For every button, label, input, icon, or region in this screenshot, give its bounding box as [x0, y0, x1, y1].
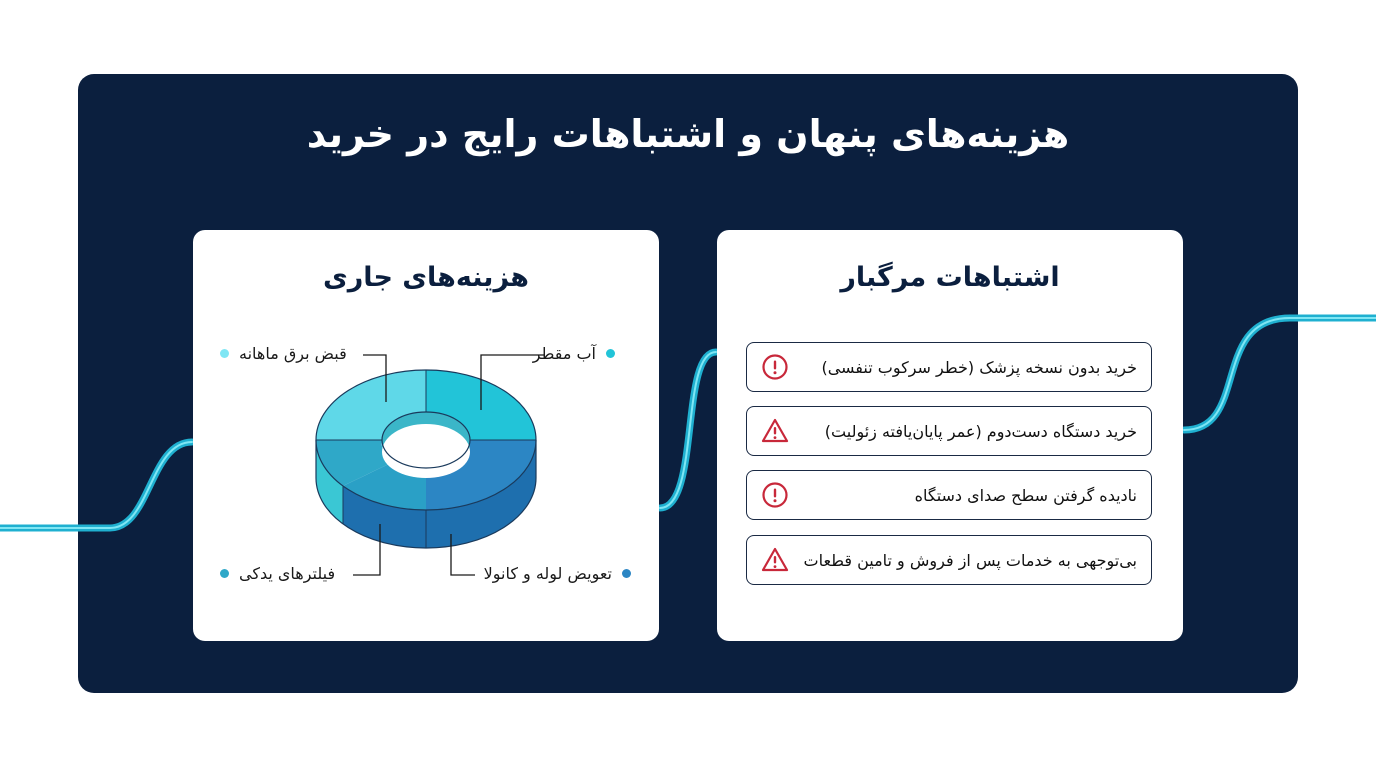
fatal-mistakes-title: اشتباهات مرگبار	[840, 262, 1060, 293]
label-distilled-water-text: آب مقطر	[532, 344, 596, 363]
mistake-item	[746, 470, 1152, 520]
mistake-item	[746, 342, 1152, 392]
donut-hole	[382, 426, 470, 478]
label-distilled-water	[533, 344, 615, 363]
mistake-item	[746, 406, 1152, 456]
exclamation-circle-icon	[761, 481, 789, 509]
mistake-text: نادیده گرفتن سطح صدای دستگاه	[914, 485, 1137, 505]
running-costs-title: هزینه‌های جاری	[323, 262, 529, 293]
label-electricity-text: قبض برق ماهانه	[239, 344, 347, 363]
label-electricity	[220, 344, 347, 363]
label-filters-text: فیلترهای یدکی	[239, 564, 336, 583]
running-costs-card	[193, 230, 659, 641]
mistake-item	[746, 535, 1152, 585]
exclamation-circle-icon	[761, 353, 789, 381]
label-tubes	[484, 564, 631, 583]
mistake-text: خرید بدون نسخه پزشک (خطر سرکوب تنفسی)	[821, 357, 1137, 377]
warning-triangle-icon	[761, 417, 789, 445]
legend-dot-electricity	[220, 349, 229, 358]
label-tubes-text: تعویض لوله و کانولا	[483, 564, 612, 583]
main-title: هزینه‌های پنهان و اشتباهات رایج در خرید	[306, 112, 1070, 156]
mistake-text: بی‌توجهی به خدمات پس از فروش و تامین قطعات	[803, 550, 1137, 570]
legend-dot-distilled-water	[606, 349, 615, 358]
legend-dot-filters	[220, 569, 229, 578]
fatal-mistakes-card	[717, 230, 1183, 641]
warning-triangle-icon	[761, 546, 789, 574]
label-filters	[220, 564, 335, 583]
legend-dot-tubes	[622, 569, 631, 578]
mistake-text: خرید دستگاه دست‌دوم (عمر پایان‌یافته زئولیت)	[824, 421, 1137, 441]
